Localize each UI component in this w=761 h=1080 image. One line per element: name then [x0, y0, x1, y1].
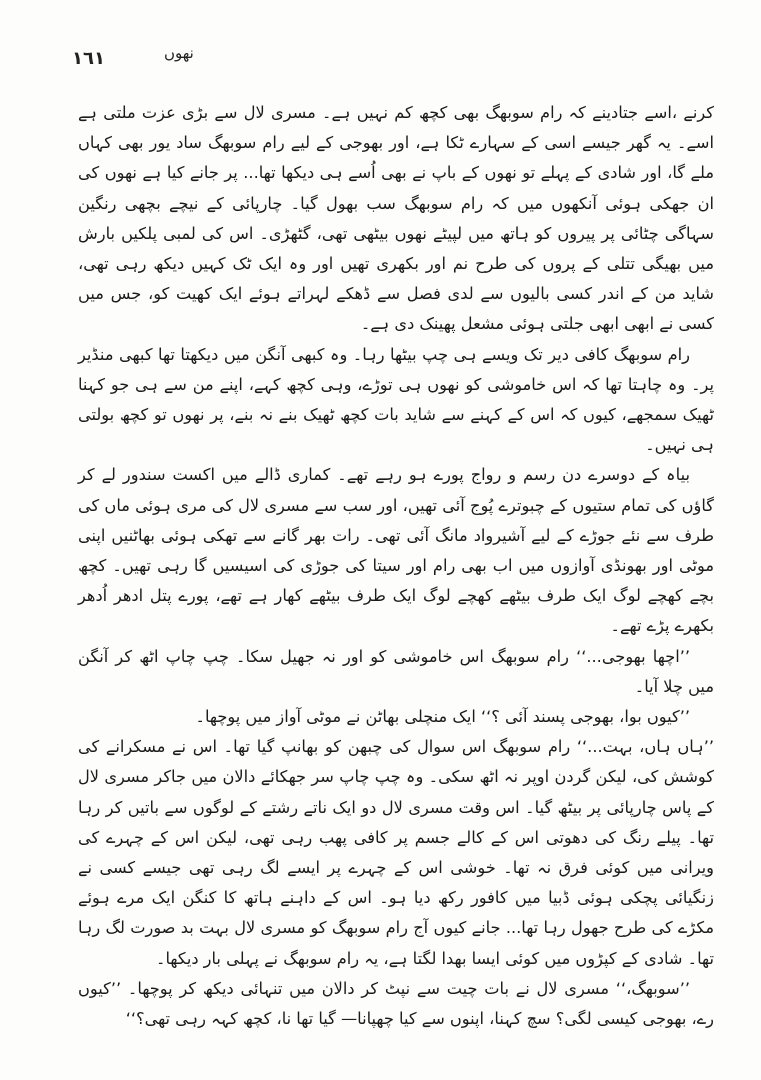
paragraph: بیاہ کے دوسرے دن رسم و رواج پورے ہو رہے تھے۔ کماری ڈالے میں اکست سندور لے کر گاؤں کی تمام ستیوں کے چبوترے پُوج آئی تھیں، اور سب سے مسری لال کی مری ہوئی ماں کی طرف سے نئے جوڑے کے لیے آشیرواد مانگ آئی تھی۔ رات بھر گانے سے تھکی ہوئی بھاٹنیں اپنی موٹی اور بھونڈی آوازوں میں اب بھی رام اور سیتا کی جوڑی کی اسیسیں گا رہی تھیں۔ کچھ بچے کھچے لوگ ایک طرف بیٹھے کھچے لوگ ایک طرف بیٹھے کھار ہے تھے، پورے پتل ادھر اُدھر بکھرے پڑے تھے۔ [78, 465, 714, 636]
page-number: ١٦١ [72, 48, 105, 69]
page-header [72, 44, 701, 74]
paragraph: رام سوبھگ کافی دیر تک ویسے ہی چپ بیٹھا رہا۔ وہ کبھی آنگن میں دیکھتا تھا کبھی منڈیر پر۔ وہ چاہتا تھا کہ اس خاموشی کو نھوں ہی توڑے، وہی کچھ کہے، اپنے من سے ہی جو کہنا ٹھیک سمجھے، کیوں کہ اس کے کہنے سے شاید بات کچھ ٹھیک بنے نہ بنے، پر نھوں تو کچھ بولتی ہی نہیں۔ [78, 344, 714, 455]
paragraph: ’’اچھا بھوجی...‘‘ رام سوبھگ اس خاموشی کو اور نہ جھیل سکا۔ چپ چاپ اٹھ کر آنگن میں چلا آیا۔ [78, 646, 714, 696]
paragraph: ’’سوبھگ،‘‘ مسری لال نے بات چیت سے نپٹ کر دالان میں تنہائی دیکھ کر پوچھا۔ ’’کیوں رے، بھوجی کیسی لگی؟ سچ کہنا، اپنوں سے کیا چھپانا— گیا تھا نا، کچھ کہہ رہی تھی؟‘‘ [78, 978, 714, 1029]
paragraph: کرنے ،اسے جتادینے کہ رام سوبھگ بھی کچھ کم نہیں ہے۔ مسری لال سے بڑی عزت ملتی ہے اسے۔ یہ گھر جیسے اسی کے سہارے ٹکا ہے، اور بھوجی کے لیے رام سوبھگ ساد یور بھی کہاں ملے گا، اور شادی کے پہلے تو نھوں کے باپ نے بھی اُسے ہی دیکھا تھا... پر جانے کیا ہے نھوں کی ان جھکی ہوئی آنکھوں میں کہ رام سوبھگ سب بھول گیا۔ چارپائی کے نیچے بچھی رنگین سہاگی چٹائی پر پیروں کو ہاتھ میں لپیٹے نھوں بیٹھی تھی، گٹھڑی۔ اس کی لمبی پلکیں بارش میں بھیگی تتلی کے پروں کی طرح نم اور بکھری تھیں اور وہ ایک ٹک کہیں دیکھ رہی تھی، شاید من کے اندر کسی بالیوں سے لدی فصل سے ڈھکے لہراتے ہوئے ایک کھیت کو، جس میں کسی نے ابھی ابھی جلتی ہوئی مشعل پھینک دی ہے۔ [78, 103, 714, 334]
running-title: نھوں [164, 44, 194, 62]
paragraph: ’’کیوں بوا، بھوجی پسند آئی ؟‘‘ ایک منچلی بھاٹن نے موٹی آواز میں پوچھا۔ [195, 707, 690, 727]
body-text [78, 98, 714, 1034]
paragraph: ’’ہاں ہاں، بہت...‘‘ رام سوبھگ اس سوال کی چبھن کو بھانپ گیا تھا۔ اس نے مسکرانے کی کوشش کی، لیکن گردن اوپر نہ اٹھ سکی۔ وہ چپ چاپ سر جھکائے دالان میں جاکر مسری لال کے پاس چارپائی پر بیٹھ گیا۔ اس وقت مسری لال دو ایک ناتے رشتے کے لوگوں سے باتیں کر رہا تھا۔ پیلے رنگ کی دھوتی اس کے کالے جسم پر کافی پھب رہی تھی، لیکن اس کے چہرے کی ویرانی میں کوئی فرق نہ تھا۔ خوشی اس کے چہرے پر ایسے لگ رہی تھی جیسے کسی نے زنگیائی پچکی ہوئی ڈبیا میں کافور رکھ دیا ہو۔ اس کے داہنے ہاتھ کا کنگن ایک مرے ہوئے مکڑے کی طرح جھول رہا تھا... جانے کیوں آج رام سوبھگ کو مسری لال بہت بد صورت لگ رہا تھا۔ شادی کے کپڑوں میں کوئی ایسا بھدا لگتا ہے، یہ رام سوبھگ نے پہلی بار دیکھا۔ [78, 737, 714, 968]
